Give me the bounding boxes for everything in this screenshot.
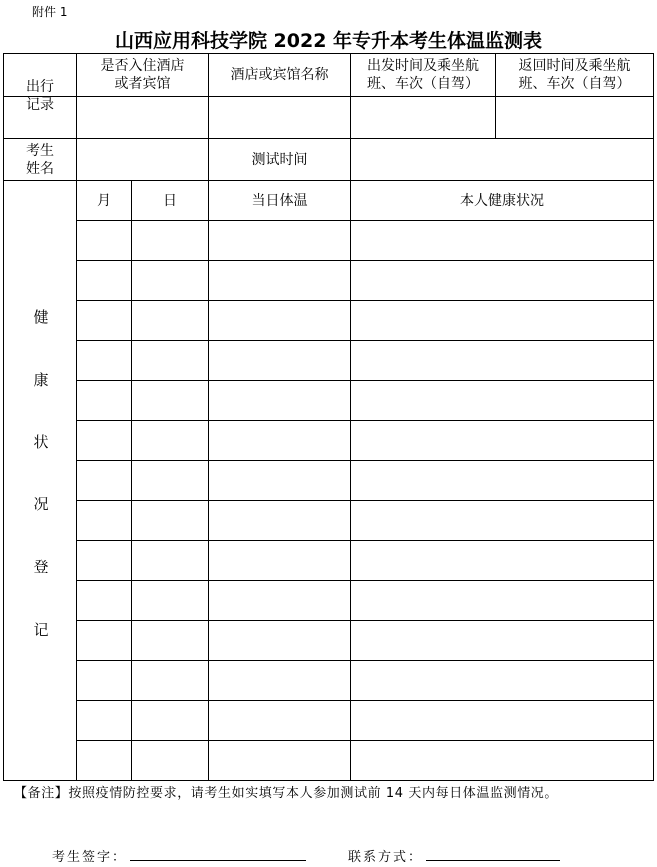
month-input[interactable] — [77, 581, 131, 620]
month-input[interactable] — [77, 541, 131, 580]
day-input[interactable] — [132, 221, 208, 260]
contact-line[interactable] — [426, 860, 560, 861]
health-status-input[interactable] — [351, 341, 653, 380]
month-input[interactable] — [77, 261, 131, 300]
month-input[interactable] — [77, 701, 131, 740]
day-input[interactable] — [132, 421, 208, 460]
contact-label: 联系方式： — [348, 850, 424, 865]
day-input[interactable] — [132, 541, 208, 580]
day-input[interactable] — [132, 461, 208, 500]
temperature-header: 当日体温 — [251, 192, 308, 209]
health-status-input[interactable] — [351, 421, 653, 460]
health-status-input[interactable] — [351, 461, 653, 500]
health-status-input[interactable] — [351, 541, 653, 580]
day-input[interactable] — [132, 621, 208, 660]
health-status-input[interactable] — [351, 221, 653, 260]
health-log-char: 康 — [33, 371, 49, 389]
temperature-input[interactable] — [209, 381, 350, 420]
month-input[interactable] — [77, 341, 131, 380]
temperature-input[interactable] — [209, 541, 350, 580]
departure-input[interactable] — [351, 97, 495, 138]
health-status-input[interactable] — [351, 301, 653, 340]
temperature-table — [3, 53, 654, 781]
health-log-char: 健 — [33, 308, 49, 326]
temperature-input[interactable] — [209, 661, 350, 700]
note-text: 【备注】按照疫情防控要求，请考生如实填写本人参加测试前 14 天内每日体温监测情况。 — [14, 786, 559, 801]
page-title: 山西应用科技学院 2022 年专升本考生体温监测表 — [114, 30, 543, 52]
health-status-input[interactable] — [351, 261, 653, 300]
temperature-input[interactable] — [209, 301, 350, 340]
health-status-input[interactable] — [351, 701, 653, 740]
temperature-input[interactable] — [209, 741, 350, 780]
temperature-input[interactable] — [209, 501, 350, 540]
temperature-input[interactable] — [209, 581, 350, 620]
temperature-input[interactable] — [209, 341, 350, 380]
month-input[interactable] — [77, 741, 131, 780]
temperature-input[interactable] — [209, 621, 350, 660]
day-header: 日 — [163, 192, 177, 209]
candidate-signature-line[interactable] — [130, 860, 306, 861]
health-log-char: 状 — [33, 433, 49, 451]
health-log-char: 况 — [33, 495, 49, 513]
day-input[interactable] — [132, 341, 208, 380]
health-status-input[interactable] — [351, 501, 653, 540]
day-input[interactable] — [132, 741, 208, 780]
attachment-label: 附件 1 — [32, 5, 68, 19]
day-input[interactable] — [132, 701, 208, 740]
test-time-input[interactable] — [351, 139, 653, 180]
month-header: 月 — [97, 192, 111, 209]
temperature-input[interactable] — [209, 701, 350, 740]
return-header: 返回时间及乘坐航 班、车次（自驾） — [518, 58, 631, 92]
temperature-input[interactable] — [209, 461, 350, 500]
health-status-input[interactable] — [351, 381, 653, 420]
health-log-char: 登 — [33, 558, 49, 576]
hotel-name-input[interactable] — [209, 97, 350, 138]
month-input[interactable] — [77, 661, 131, 700]
health-status-input[interactable] — [351, 741, 653, 780]
temperature-input[interactable] — [209, 261, 350, 300]
health-status-input[interactable] — [351, 581, 653, 620]
day-input[interactable] — [132, 381, 208, 420]
hotel-name-header: 酒店或宾馆名称 — [230, 67, 329, 83]
return-input[interactable] — [496, 97, 653, 138]
month-input[interactable] — [77, 421, 131, 460]
health-status-input[interactable] — [351, 621, 653, 660]
temperature-input[interactable] — [209, 221, 350, 260]
month-input[interactable] — [77, 461, 131, 500]
hotel-question-header: 是否入住酒店 或者宾馆 — [100, 58, 185, 92]
candidate-name-input[interactable] — [77, 139, 208, 180]
month-input[interactable] — [77, 621, 131, 660]
health-status-input[interactable] — [351, 661, 653, 700]
departure-header: 出发时间及乘坐航 班、车次（自驾） — [367, 58, 479, 92]
month-input[interactable] — [77, 221, 131, 260]
month-input[interactable] — [77, 381, 131, 420]
day-input[interactable] — [132, 581, 208, 620]
candidate-signature-label: 考生签字： — [52, 850, 128, 865]
month-input[interactable] — [77, 301, 131, 340]
hotel-question-input[interactable] — [77, 97, 208, 138]
day-input[interactable] — [132, 501, 208, 540]
day-input[interactable] — [132, 661, 208, 700]
temperature-input[interactable] — [209, 421, 350, 460]
travel-record-label: 出行 记录 — [26, 79, 54, 113]
day-input[interactable] — [132, 301, 208, 340]
day-input[interactable] — [132, 261, 208, 300]
test-time-label: 测试时间 — [251, 151, 308, 168]
candidate-name-label: 考生 姓名 — [26, 142, 54, 177]
health-status-header: 本人健康状况 — [460, 192, 544, 209]
month-input[interactable] — [77, 501, 131, 540]
health-log-char: 记 — [33, 621, 49, 639]
